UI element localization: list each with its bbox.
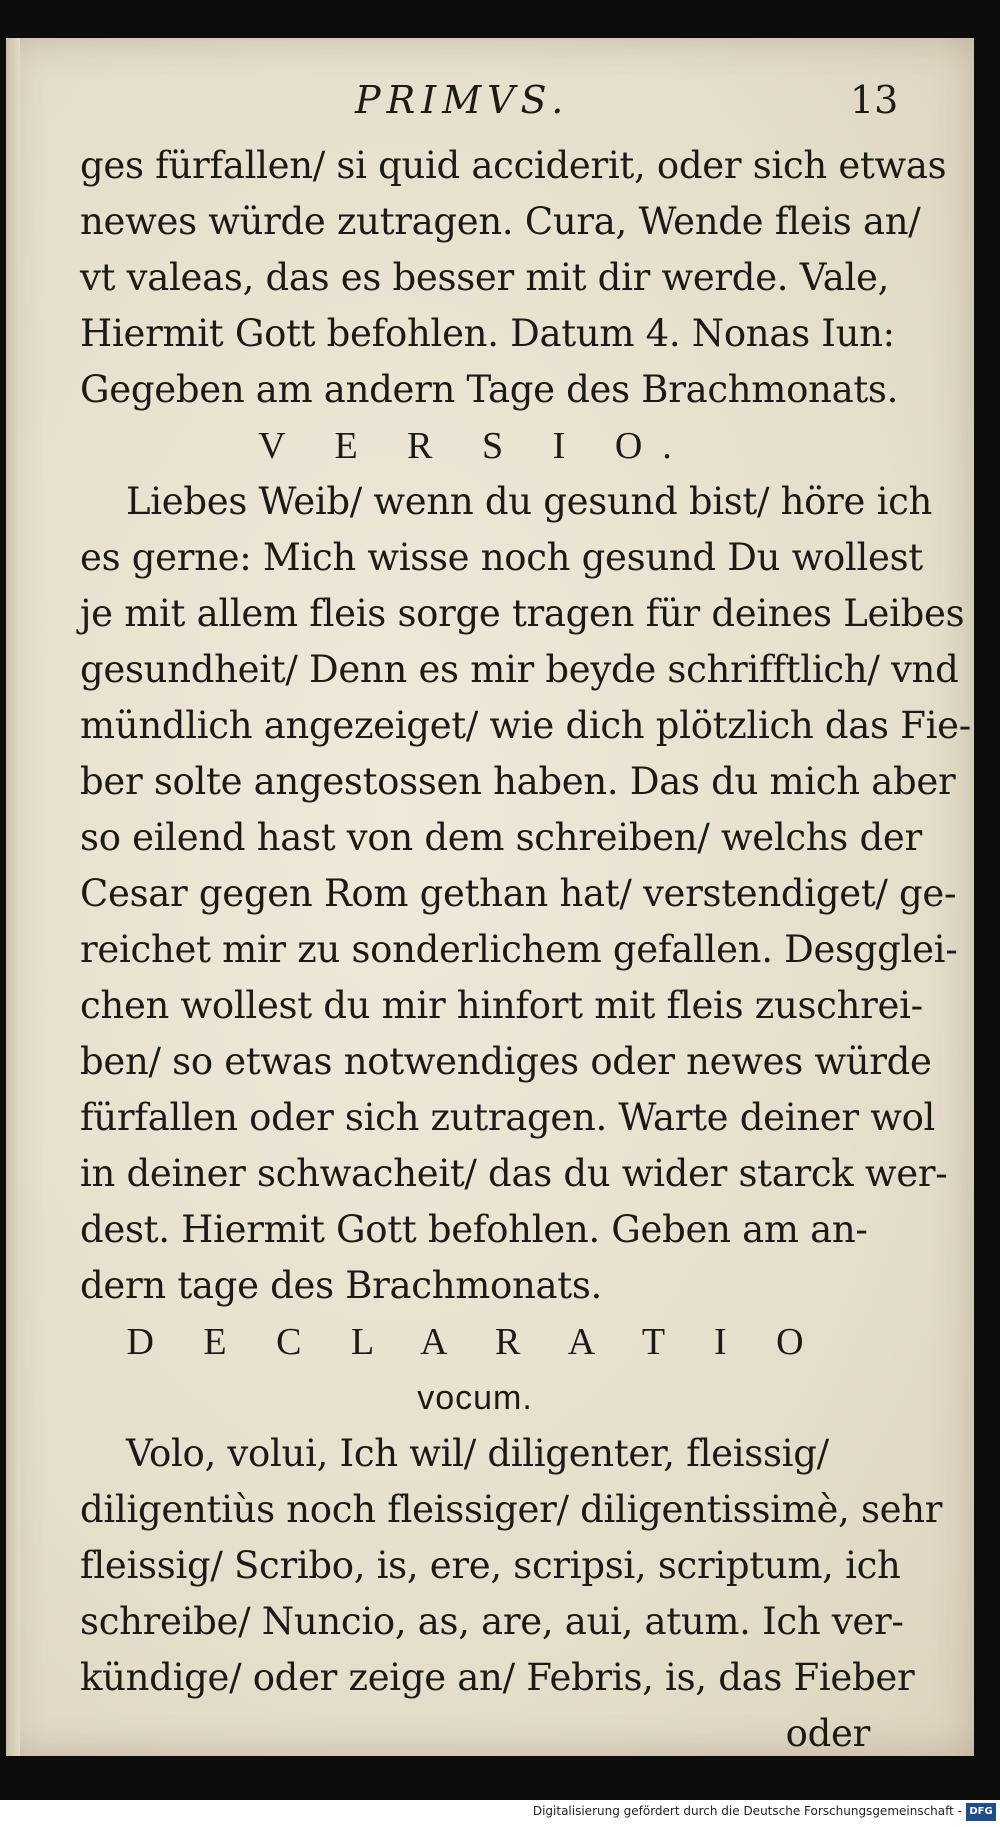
digitization-footer xyxy=(0,1800,1000,1827)
section-heading-declaratio: D E C L A R A T I O xyxy=(126,1321,824,1363)
page-number: 13 xyxy=(850,78,899,122)
text-line: gesundheit/ Denn es mir beyde schrifftlich/ vnd xyxy=(80,648,959,691)
section-subheading: vocum. xyxy=(417,1379,533,1417)
text-line: fleissig/ Scribo, is, ere, scripsi, scriptum, ich xyxy=(80,1544,901,1587)
text-line: Cesar gegen Rom gethan hat/ verstendiget/ ge- xyxy=(80,872,957,915)
text-line: Liebes Weib/ wenn du gesund bist/ höre ich xyxy=(126,480,933,523)
text-line: so eilend hast von dem schreiben/ welchs der xyxy=(80,816,922,859)
text-line: dern tage des Brachmonats. xyxy=(80,1264,603,1307)
text-line: Volo, volui, Ich wil/ diligenter, fleissig/ xyxy=(126,1432,829,1475)
text-line: diligentiùs noch fleissiger/ diligentissimè, sehr xyxy=(80,1488,943,1531)
section-heading-versio: V E R S I O. xyxy=(258,425,692,467)
text-line: vt valeas, das es besser mit dir werde. Vale, xyxy=(80,256,890,299)
running-title: PRIMVS. xyxy=(355,78,570,122)
text-line: fürfallen oder sich zutragen. Warte deiner wol xyxy=(80,1096,936,1139)
page-gutter xyxy=(6,38,20,1756)
text-line: ben/ so etwas notwendiges oder newes würde xyxy=(80,1040,932,1083)
text-line: je mit allem fleis sorge tragen für deines Leibes xyxy=(80,592,965,635)
funding-credit: Digitalisierung gefördert durch die Deutsche Forschungsgemeinschaft - xyxy=(532,1804,962,1818)
text-line: schreibe/ Nuncio, as, are, aui, atum. Ich ver- xyxy=(80,1600,904,1643)
text-line: mündlich angezeiget/ wie dich plötzlich das Fie- xyxy=(80,704,971,747)
text-line: Hiermit Gott befohlen. Datum 4. Nonas Iun: xyxy=(80,312,895,355)
text-line: ges fürfallen/ si quid acciderit, oder sich etwas xyxy=(80,144,947,187)
text-line: dest. Hiermit Gott befohlen. Geben am an- xyxy=(80,1208,868,1251)
text-line: kündige/ oder zeige an/ Febris, is, das Fieber xyxy=(80,1656,915,1699)
text-line: es gerne: Mich wisse noch gesund Du wollest xyxy=(80,536,923,579)
catchword: oder xyxy=(785,1712,870,1755)
page-header xyxy=(355,78,955,128)
text-line: newes würde zutragen. Cura, Wende fleis an/ xyxy=(80,200,921,243)
text-line: Gegeben am andern Tage des Brachmonats. xyxy=(80,368,899,411)
dfg-logo: DFG xyxy=(966,1803,996,1821)
text-line: reichet mir zu sonderlichem gefallen. Desgglei- xyxy=(80,928,958,971)
text-line: ber solte angestossen haben. Das du mich aber xyxy=(80,760,956,803)
text-line: in deiner schwacheit/ das du wider starck wer- xyxy=(80,1152,948,1195)
page-text xyxy=(80,138,971,1762)
text-line: chen wollest du mir hinfort mit fleis zuschrei- xyxy=(80,984,923,1027)
